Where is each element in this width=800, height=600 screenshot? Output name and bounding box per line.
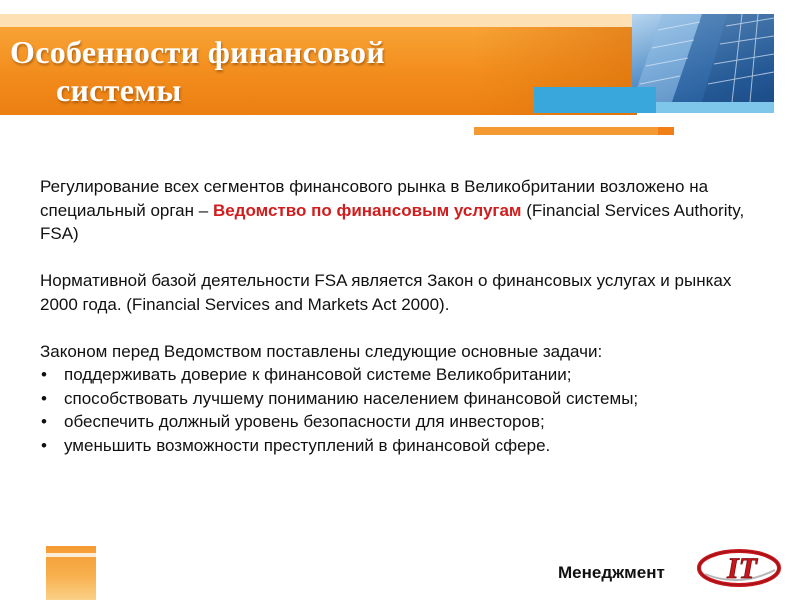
footer-square-stripe (46, 553, 96, 557)
header-light-blue-block (656, 102, 774, 113)
logo-text: IT (727, 552, 757, 585)
header-orange-bar (474, 127, 658, 135)
paragraph-legal-basis: Нормативной базой деятельности FSA является Закон о финансовых услугах и рынках 2000 года. (Financial Services and Markets Act 2000). (40, 271, 732, 314)
it-logo-icon (697, 548, 781, 588)
task-item-text: способствовать лучшему пониманию населением финансовой системы; (64, 388, 639, 408)
slide-title-line-1: Особенности финансовой (10, 34, 386, 70)
footer-label: Менеджмент (558, 563, 665, 582)
task-item (40, 387, 770, 411)
slide-content (40, 175, 770, 457)
task-item-text: уменьшить возможности преступлений в финансовой сфере. (64, 435, 551, 455)
bullet-icon: • (41, 412, 47, 431)
paragraph-regulation (40, 175, 770, 246)
task-item-text: поддерживать доверие к финансовой системе Великобритании; (64, 365, 572, 384)
paragraph-regulation-text: Регулирование всех сегментов финансового рынка в Великобритании возложено на специальный орган – (40, 177, 709, 220)
bullet-icon: • (41, 365, 47, 384)
task-item (40, 410, 770, 434)
header-orange-bar-end (658, 127, 674, 135)
slide-title (10, 33, 530, 109)
task-item-text: обеспечить должный уровень безопасности для инвесторов; (64, 412, 545, 431)
task-item (40, 363, 770, 387)
header-top-strip (0, 14, 637, 27)
tasks-intro: Законом перед Ведомством поставлены следующие основные задачи: (40, 341, 603, 361)
fsa-highlight: Ведомство по финансовым услугам (212, 200, 522, 220)
task-item (40, 434, 770, 458)
bullet-icon: • (41, 435, 47, 455)
tasks-list (40, 363, 770, 457)
slide-title-line-2: системы (56, 72, 182, 108)
header-blue-block (534, 87, 656, 113)
paragraph-regulation-tail: (Financial Services Authority, FSA) (40, 200, 745, 243)
bullet-icon: • (41, 388, 47, 408)
